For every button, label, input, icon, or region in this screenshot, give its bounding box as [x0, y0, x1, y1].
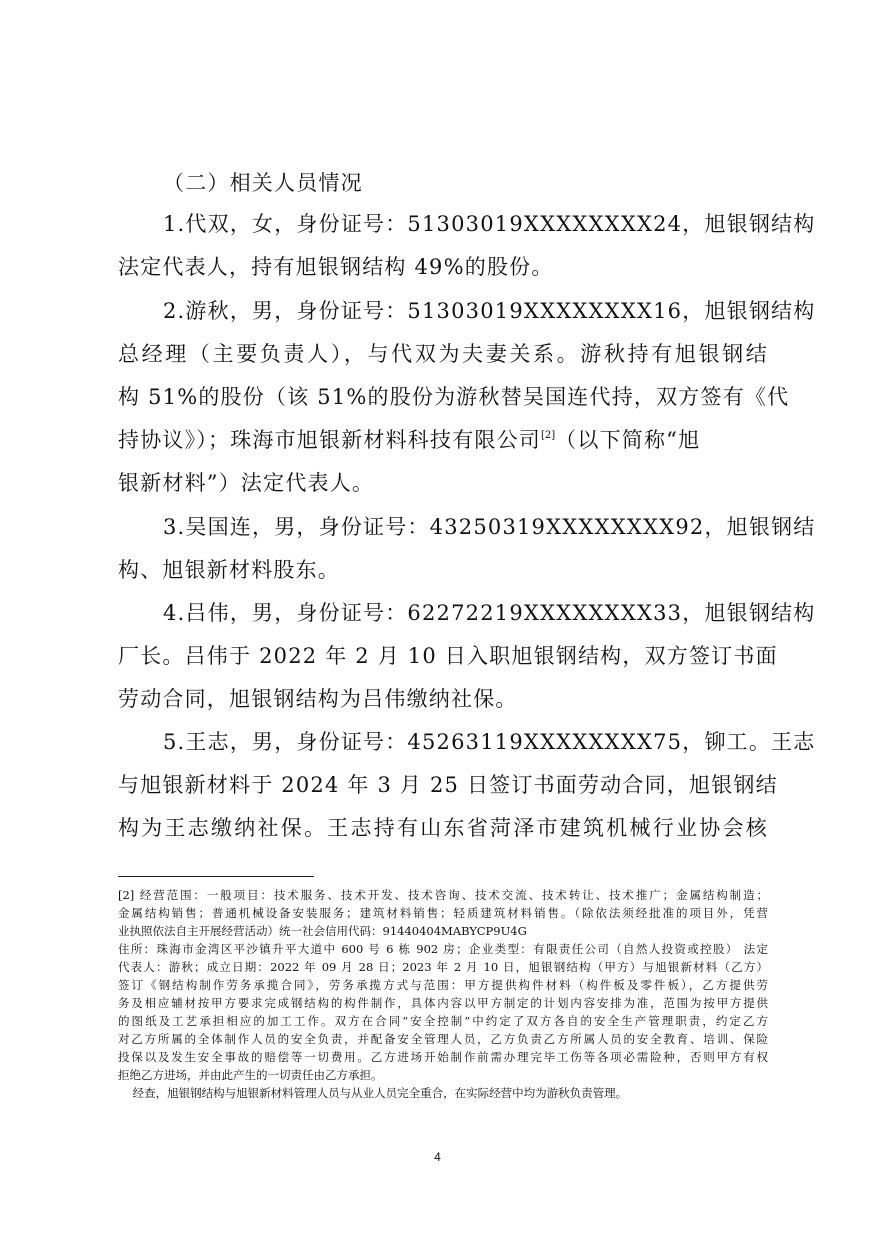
footnote-line: 的图纸及工艺承担相应的加工工作。双方在合同“安全控制”中约定了双方各自的安全生产管理职责，约定乙方	[118, 1014, 768, 1028]
footnote-reference[interactable]: [2]	[541, 430, 556, 441]
paragraph-line: 银新材料”）法定代表人。	[118, 471, 375, 495]
footnote-line: 务及相应辅材按甲方要求完成钢结构的构件制作，具体内容以甲方制定的计划内容安排为准，范围为按甲方提供	[118, 996, 768, 1010]
paragraph-line-with-footnote	[118, 423, 768, 457]
footnote-line: 签订《钢结构制作劳务承揽合同》，劳务承揽方式与范围：甲方提供构件材料（构件板及零件板），乙方提供劳	[118, 978, 768, 992]
paragraph-line: 4.吕伟，男，身份证号：62272219XXXXXXXX33，旭银钢结构	[163, 601, 816, 625]
footnote-line: 投保以及发生安全事故的赔偿等一切费用。乙方进场开始制作前需办理完毕工伤等各项必需险种，否则甲方有权	[118, 1050, 768, 1064]
paragraph-line: 与旭银新材料于 2024 年 3 月 25 日签订书面劳动合同，旭银钢结	[118, 773, 778, 797]
paragraph-line: 构为王志缴纳社保。王志持有山东省菏泽市建筑机械行业协会核	[118, 816, 768, 840]
section-heading: （二）相关人员情况	[163, 171, 363, 195]
footnote-line: 代表人：游秋；成立日期：2022 年 09 月 28 日；2023 年 2 月 10 日，旭银钢结构（甲方）与旭银新材料（乙方）	[118, 960, 768, 974]
paragraph-text: 持协议》）；珠海市旭银新材料科技有限公司	[118, 428, 541, 452]
paragraph-line: 构 51%的股份（该 51%的股份为游秋替吴国连代持，双方签有《代	[118, 385, 790, 409]
paragraph-line: 厂长。吕伟于 2022 年 2 月 10 日入职旭银钢结构，双方签订书面	[118, 644, 778, 668]
footnote-line: 拒绝乙方进场，并由此产生的一切责任由乙方承担。	[118, 1068, 383, 1082]
footnote-separator	[118, 876, 314, 877]
footnote-line: 金属结构销售；普通机械设备安装服务；建筑材料销售；轻质建筑材料销售。（除依法须经批准的项目外，凭营	[118, 906, 768, 920]
paragraph-line: 法定代表人，持有旭银钢结构 49%的股份。	[118, 255, 554, 279]
paragraph-line: 总经理（主要负责人），与代双为夫妻关系。游秋持有旭银钢结	[118, 342, 768, 366]
paragraph-line: 3.吴国连，男，身份证号：43250319XXXXXXXX92，旭银钢结	[163, 515, 816, 539]
paragraph-line: 2.游秋，男，身份证号：51303019XXXXXXXX16，旭银钢结构	[163, 299, 816, 323]
footnote-line: 业执照依法自主开展经营活动）统一社会信用代码：91440404MABYCP9U4G	[118, 924, 527, 938]
footnote-line: 对乙方所属的全体制作人员的安全负责，并配备安全管理人员，乙方负责乙方所属人员的安全教育、培训、保险	[118, 1032, 768, 1046]
paragraph-line: 构、旭银新材料股东。	[118, 558, 340, 582]
footnote-line: [2] 经营范围：一般项目：技术服务、技术开发、技术咨询、技术交流、技术转让、技术推广；金属结构制造；	[118, 888, 768, 902]
paragraph-text: （以下简称“旭	[555, 428, 701, 452]
paragraph-line: 1.代双，女，身份证号：51303019XXXXXXXX24，旭银钢结构	[163, 212, 816, 236]
paragraph-line: 5.王志，男，身份证号：45263119XXXXXXXX75，铆工。王志	[163, 730, 816, 754]
footnote-line: 经查，旭银钢结构与旭银新材料管理人员与从业人员完全重合，在实际经营中均为游秋负责管理。	[118, 1086, 628, 1100]
paragraph-line: 劳动合同，旭银钢结构为吕伟缴纳社保。	[118, 687, 518, 711]
page-number: 4	[434, 1150, 441, 1164]
footnote-line: 住所：珠海市金湾区平沙镇升平大道中 600 号 6 栋 902 房；企业类型：有限责任公司（自然人投资或控股） 法定	[118, 942, 768, 956]
